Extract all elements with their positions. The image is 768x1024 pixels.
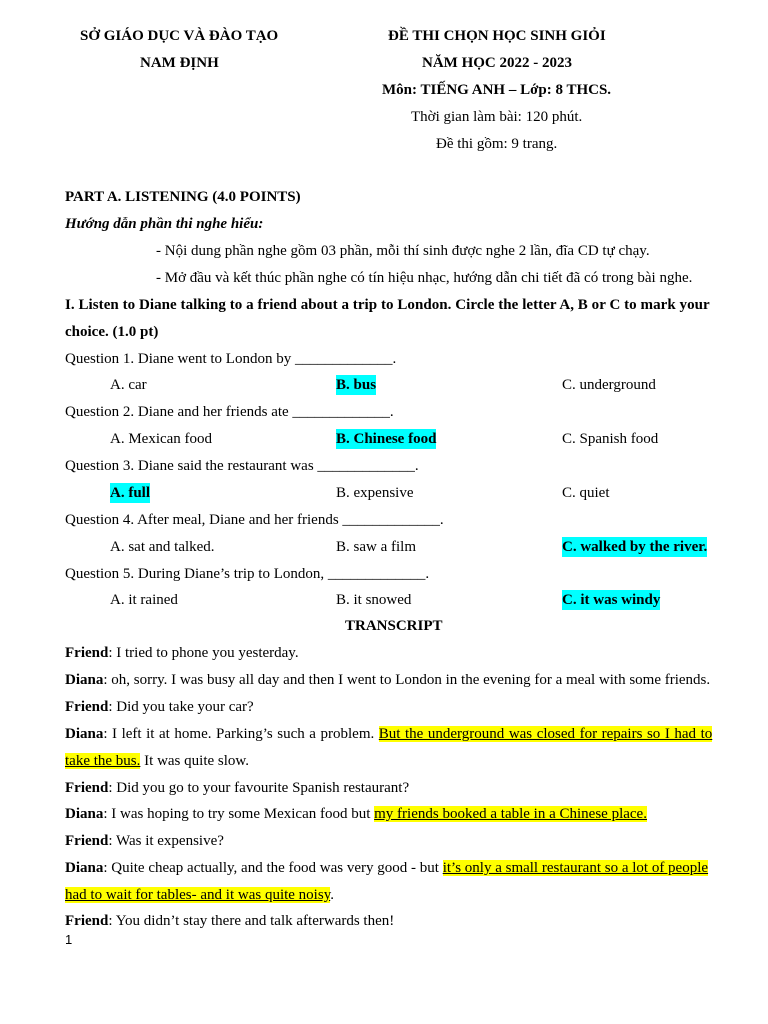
subject-grade: Môn: TIẾNG ANH – Lớp: 8 THCS. [382,82,612,98]
dept-name: SỞ GIÁO DỤC VÀ ĐÀO TẠO [80,28,279,44]
utterance: : Was it expensive? [108,833,224,849]
question-1: Question 1. Diane went to London by _____________. [65,351,397,367]
speaker-name: Friend [65,780,109,796]
transcript-line-7 [65,831,224,851]
exam-title: ĐỀ THI CHỌN HỌC SINH GIỎI [388,28,606,44]
transcript-line-4-cont [65,751,249,771]
school-year: NĂM HỌC 2022 - 2023 [422,55,572,71]
page-count: Đề thi gồm: 9 trang. [436,136,558,152]
guide-item-1: - Nội dung phần nghe gồm 03 phần, mỗi thí sinh được nghe 2 lần, đĩa CD tự chạy. [156,243,650,259]
q2-option-b: B. Chinese food [336,431,437,447]
speaker-name: Friend [65,833,109,849]
q2-option-a: A. Mexican food [110,431,213,447]
speaker-name: Friend [65,699,109,715]
evidence-highlight: take the bus. [65,753,141,769]
q3-option-c: C. quiet [562,485,610,501]
transcript-line-8 [65,858,708,878]
q5-option-c: C. it was windy [562,592,661,608]
utterance: : Quite cheap actually, and the food was very good - but [103,860,443,876]
evidence-highlight: But the underground was closed for repairs so I had to [378,726,713,742]
utterance: It was quite slow. [140,753,250,769]
q5-option-a: A. it rained [110,592,178,608]
utterance: : Did you go to your favourite Spanish restaurant? [108,780,410,796]
q4-option-a: A. sat and talked. [110,539,215,555]
utterance: : I left it at home. Parking’s such a problem. [103,726,379,742]
transcript-line-4 [65,724,712,744]
speaker-name: Diana [65,860,104,876]
q1-option-a: A. car [110,377,147,393]
transcript-line-1 [65,643,299,663]
transcript-line-9 [65,911,394,931]
speaker-name: Friend [65,913,109,929]
q1-option-c: C. underground [562,377,656,393]
utterance: : Did you take your car? [108,699,254,715]
question-4: Question 4. After meal, Diane and her friends _____________. [65,512,444,528]
utterance: . [330,887,334,903]
guide-item-2: - Mở đầu và kết thúc phần nghe có tín hiệu nhạc, hướng dẫn chi tiết đã có trong bài nghe. [156,270,693,286]
transcript-line-8-cont [65,885,334,905]
q5-option-b: B. it snowed [336,592,412,608]
question-2: Question 2. Diane and her friends ate _____________. [65,404,394,420]
transcript-line-3 [65,697,254,717]
q3-option-a: A. full [110,485,151,501]
evidence-highlight: my friends booked a table in a Chinese place. [374,806,647,822]
speaker-name: Diana [65,726,104,742]
utterance: : oh, sorry. I was busy all day and then I went to London in the evening for a meal with some friends. [103,672,711,688]
question-5: Question 5. During Diane’s trip to London, _____________. [65,566,430,582]
question-3: Question 3. Diane said the restaurant was _____________. [65,458,419,474]
time-limit: Thời gian làm bài: 120 phút. [411,109,583,125]
q3-option-b: B. expensive [336,485,414,501]
part-a-title: PART A. LISTENING (4.0 POINTS) [65,189,301,205]
section-1-instruction: I. Listen to Diane talking to a friend about a trip to London. Circle the letter A, B or C to mark your [65,297,710,313]
speaker-name: Friend [65,645,109,661]
evidence-highlight: had to wait for tables- and it was quite noisy [65,887,331,903]
section-1-instruction-cont: choice. (1.0 pt) [65,324,159,340]
q4-option-c: C. walked by the river. [562,539,708,555]
utterance: : I was hoping to try some Mexican food but [103,806,375,822]
q4-option-b: B. saw a film [336,539,416,555]
speaker-name: Diana [65,672,104,688]
evidence-highlight: it’s only a small restaurant so a lot of people [442,860,709,876]
guide-title: Hướng dẫn phần thi nghe hiểu: [65,216,264,232]
province-name: NAM ĐỊNH [140,55,219,71]
speaker-name: Diana [65,806,104,822]
transcript-title: TRANSCRIPT [345,618,443,634]
q1-option-b: B. bus [336,377,377,393]
transcript-line-6 [65,804,647,824]
transcript-line-5 [65,778,409,798]
utterance: : You didn’t stay there and talk afterwards then! [108,913,395,929]
page-number: 1 [65,932,73,947]
q2-option-c: C. Spanish food [562,431,659,447]
utterance: : I tried to phone you yesterday. [108,645,299,661]
transcript-line-2 [65,670,710,690]
